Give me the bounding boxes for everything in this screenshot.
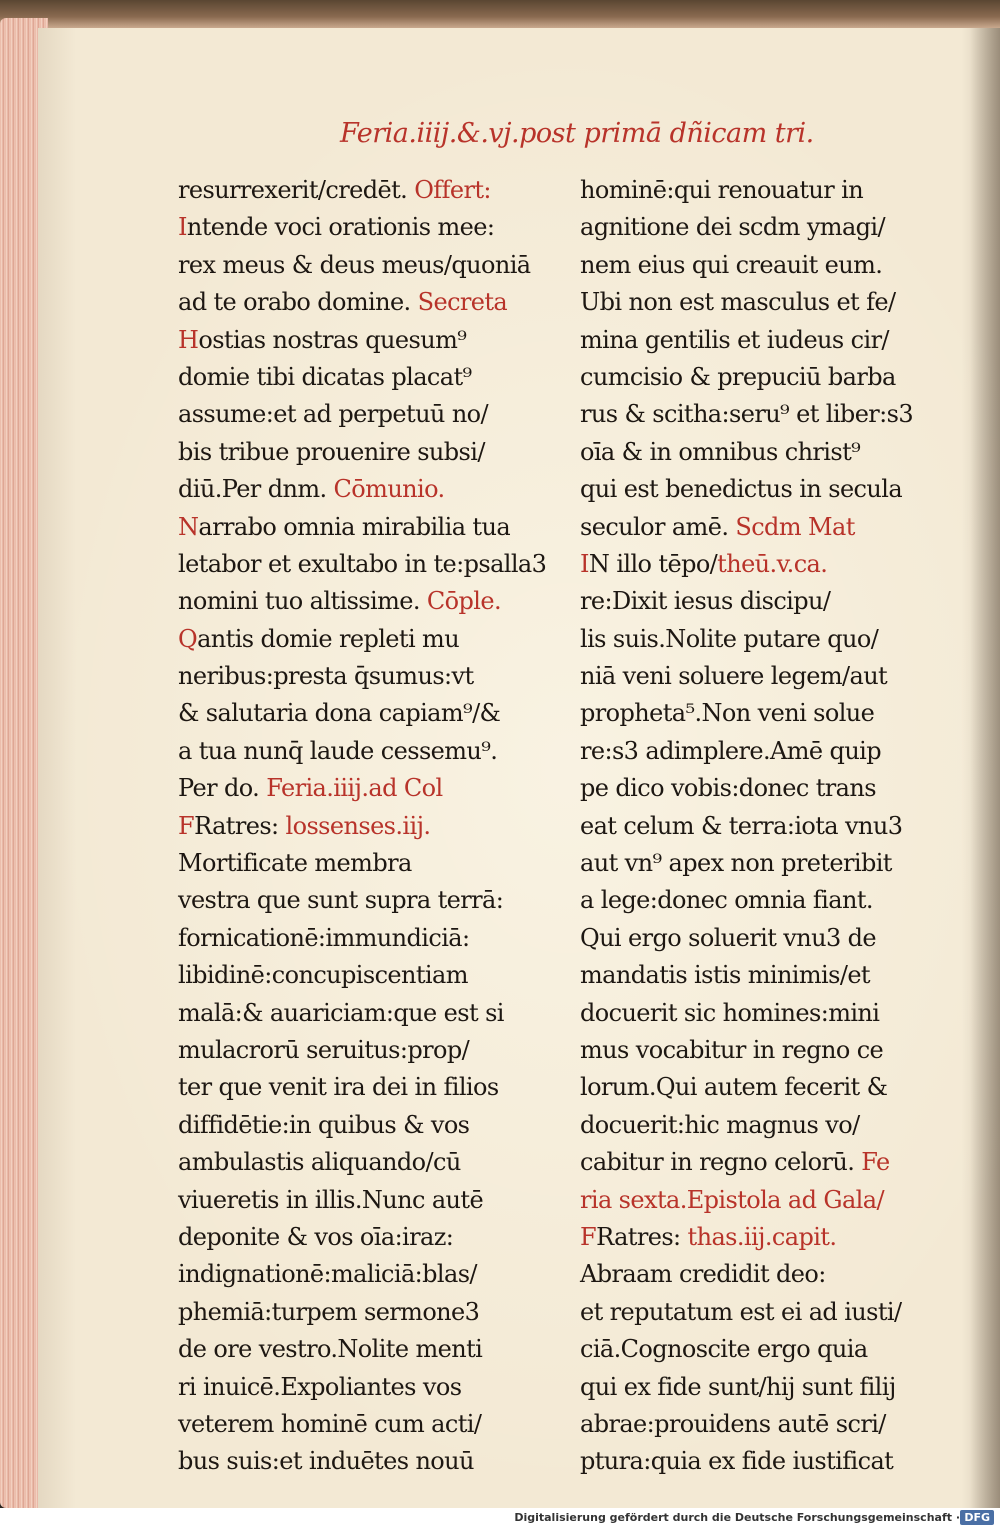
rubric-text: Q [178,624,198,653]
body-text: mina gentilis et iudeus cir/ [580,325,889,354]
text-line [580,1107,930,1144]
text-line [580,695,930,732]
body-text: et reputatum est ei ad iusti/ [580,1297,902,1326]
body-text: aut vn⁹ apex non preteribit [580,849,892,878]
text-line [580,172,930,209]
text-line [580,845,930,882]
body-text: Qui ergo soluerit vnu3 de [580,923,877,952]
text-line [580,509,930,546]
text-line [178,434,528,471]
text-line [178,1256,528,1293]
body-text: seculor amē. [580,512,729,541]
text-line [580,1369,930,1406]
body-text: de ore vestro.Nolite menti [178,1335,483,1364]
running-head: Feria.iiij.&.vj.post primā dñicam tri. [340,118,814,149]
body-text: niā veni soluere legem/aut [580,662,888,691]
text-line [580,471,930,508]
body-text: ri inuicē.Expoliantes vos [178,1372,462,1401]
rubric-text: Feria.iiij.ad Col [259,774,443,803]
text-line [580,546,930,583]
body-text: antis domie repleti mu [197,624,460,653]
text-line [580,1182,930,1219]
body-text: arrabo omnia mirabilia tua [198,512,511,541]
text-line [178,1069,528,1106]
body-text: ptura:quia ex fide iustificat [580,1447,894,1476]
book-top-edge [0,0,1000,28]
body-text: a tua nunq̄ laude cessemu⁹. [178,736,498,765]
body-text: ad te orabo domine. [178,288,411,317]
body-text: deponite & vos oīa:iraz: [178,1222,454,1251]
body-text: ostias nostras quesum⁹ [198,325,467,354]
body-text: Per do. [178,774,260,803]
rubric-text: F [178,811,195,840]
body-text: malā:& auariciam:que est si [178,998,504,1027]
rubric-text: Cōmunio. [326,475,445,504]
text-line [178,546,547,583]
text-line [178,733,528,770]
rubric-text: F [580,1222,597,1251]
text-line [580,284,930,321]
text-line [580,995,930,1032]
rubric-text: Offert: [407,176,491,204]
text-line [178,172,528,209]
text-line [178,920,528,957]
text-line [178,1294,528,1331]
body-text: lorum.Qui autem fecerit & [580,1073,888,1102]
body-text: assume:et ad perpetuū no/ [178,400,489,429]
text-line [580,1144,930,1181]
footer-credit: Digitalisierung gefördert durch die Deutsche Forschungsgemeinschaft · [514,1511,960,1524]
body-text: propheta⁵.Non veni solue [580,699,875,728]
rubric-text: ria sexta.Epistola ad Gala/ [580,1185,884,1214]
text-line [580,247,930,284]
text-line [580,1331,930,1368]
body-text: mulacrorū seruitus:prop/ [178,1035,470,1064]
text-line [178,284,528,321]
text-line [580,1443,930,1480]
body-text: ter que venit ira dei in filios [178,1073,499,1102]
text-line [580,1219,930,1256]
body-text: qui est benedictus in secula [580,475,903,504]
text-line [580,658,930,695]
text-line [178,621,528,658]
body-text: letabor et exultabo in te:psalla3 [178,549,547,578]
text-line [580,920,930,957]
body-text: docuerit:hic magnus vo/ [580,1110,860,1139]
body-text: bus suis:et induētes nouū [178,1447,474,1476]
text-line [580,808,930,845]
body-text: vestra que sunt supra terrā: [178,886,504,915]
rubric-text: theū.v.ca. [717,549,828,578]
text-line [178,1219,528,1256]
body-text: a lege:donec omnia fiant. [580,886,873,915]
body-text: abrae:prouidens autē scri/ [580,1409,886,1438]
body-text: indignationē:maliciā:blas/ [178,1260,477,1289]
rubric-text: Cōple. [419,587,502,616]
rubric-text: Secreta [410,288,508,317]
text-line [178,1144,528,1181]
text-line [178,1331,528,1368]
body-text: Abraam credidit deo: [580,1260,826,1289]
text-line [178,995,528,1032]
text-line [178,247,531,284]
text-line [178,658,528,695]
body-text: fornicationē:immundiciā: [178,923,470,952]
body-text: eat celum & terra:iota vnu3 [580,811,903,840]
text-line [178,322,528,359]
text-line [178,1032,528,1069]
rubric-text: I [178,213,187,242]
body-text: Ratres: [194,811,279,840]
gutter-shadow [970,28,1000,1508]
text-line [178,1443,528,1480]
text-line [178,1406,528,1443]
text-line [580,770,930,807]
body-text: diffidētie:in quibus & vos [178,1110,470,1139]
body-text: phemiā:turpem sermone3 [178,1297,480,1326]
body-text: veterem hominē cum acti/ [178,1409,482,1438]
body-text: rus & scitha:seru⁹ et liber:s3 [580,400,914,429]
text-line [178,1182,528,1219]
text-line [178,396,528,433]
body-text: docuerit sic homines:mini [580,998,880,1027]
body-text: ntende voci orationis mee: [186,213,495,242]
rubric-text: lossenses.iij. [278,811,431,840]
text-line [580,882,930,919]
body-text: neribus:presta q̄sumus:vt [178,662,474,691]
body-text: nem eius qui creauit eum. [580,250,883,279]
body-text: mus vocabitur in regno ce [580,1035,884,1064]
body-text: N illo tēpo/ [588,549,718,578]
body-text: agnitione dei scdm ymagi/ [580,213,885,242]
rubric-text: N [178,512,199,541]
body-text: domie tibi dicatas placat⁹ [178,362,472,391]
text-line [580,396,930,433]
text-line [178,359,528,396]
body-text: mandatis istis minimis/et [580,961,870,990]
text-line [580,1256,930,1293]
body-text: lis suis.Nolite putare quo/ [580,624,879,653]
text-column-right [580,172,930,1481]
text-line [178,695,528,732]
body-text: re:s3 adimplere.Amē quip [580,736,882,765]
text-line [178,209,528,246]
rubric-text: thas.iij.capit. [680,1222,837,1251]
text-line [178,882,528,919]
text-line [178,583,528,620]
text-line [580,209,930,246]
body-text: rex meus & deus meus/quoniā [178,250,531,279]
dfg-logo: DFG [960,1510,994,1525]
body-text: diū.Per dnm. [178,475,327,504]
rubric-text: I [580,549,589,578]
text-line [178,509,528,546]
body-text: re:Dixit iesus discipu/ [580,587,831,616]
text-line [178,1369,528,1406]
body-text: ambulastis aliquando/cū [178,1148,461,1177]
text-line [580,733,930,770]
body-text: cumcisio & prepuciū barba [580,362,896,391]
body-text: qui ex fide sunt/hij sunt filij [580,1372,896,1401]
text-line [580,1032,930,1069]
body-text: Ratres: [596,1222,681,1251]
text-line [580,621,930,658]
text-line [178,845,528,882]
text-column-left [178,172,547,1481]
body-text: viueretis in illis.Nunc autē [178,1185,484,1214]
body-text: pe dico vobis:donec trans [580,774,876,803]
rubric-text: H [178,325,199,354]
text-line [580,1069,930,1106]
text-line [580,957,930,994]
body-text: & salutaria dona capiam⁹/& [178,699,501,728]
rubric-text: Scdm Mat [728,512,855,541]
body-text: ciā.Cognoscite ergo quia [580,1335,868,1364]
text-line [178,1107,528,1144]
text-line [580,1406,930,1443]
body-text: bis tribue prouenire subsi/ [178,437,485,466]
body-text: oīa & in omnibus christ⁹ [580,437,861,466]
text-line [178,957,528,994]
text-line [178,471,528,508]
body-text: resurrexerit/credēt. [178,176,408,204]
rubric-text: Fe [854,1148,890,1177]
body-text: libidinē:concupiscentiam [178,961,468,990]
text-line [580,583,930,620]
text-line [580,322,930,359]
text-line [178,770,528,807]
text-line [580,359,930,396]
body-text: cabitur in regno celorū. [580,1148,855,1177]
text-line [178,808,528,845]
body-text: nomini tuo altissime. [178,587,420,616]
body-text: hominē:qui renouatur in [580,176,864,204]
body-text: Ubi non est masculus et fe/ [580,288,896,317]
text-line [580,434,930,471]
body-text: Mortificate membra [178,849,412,878]
text-line [580,1294,930,1331]
